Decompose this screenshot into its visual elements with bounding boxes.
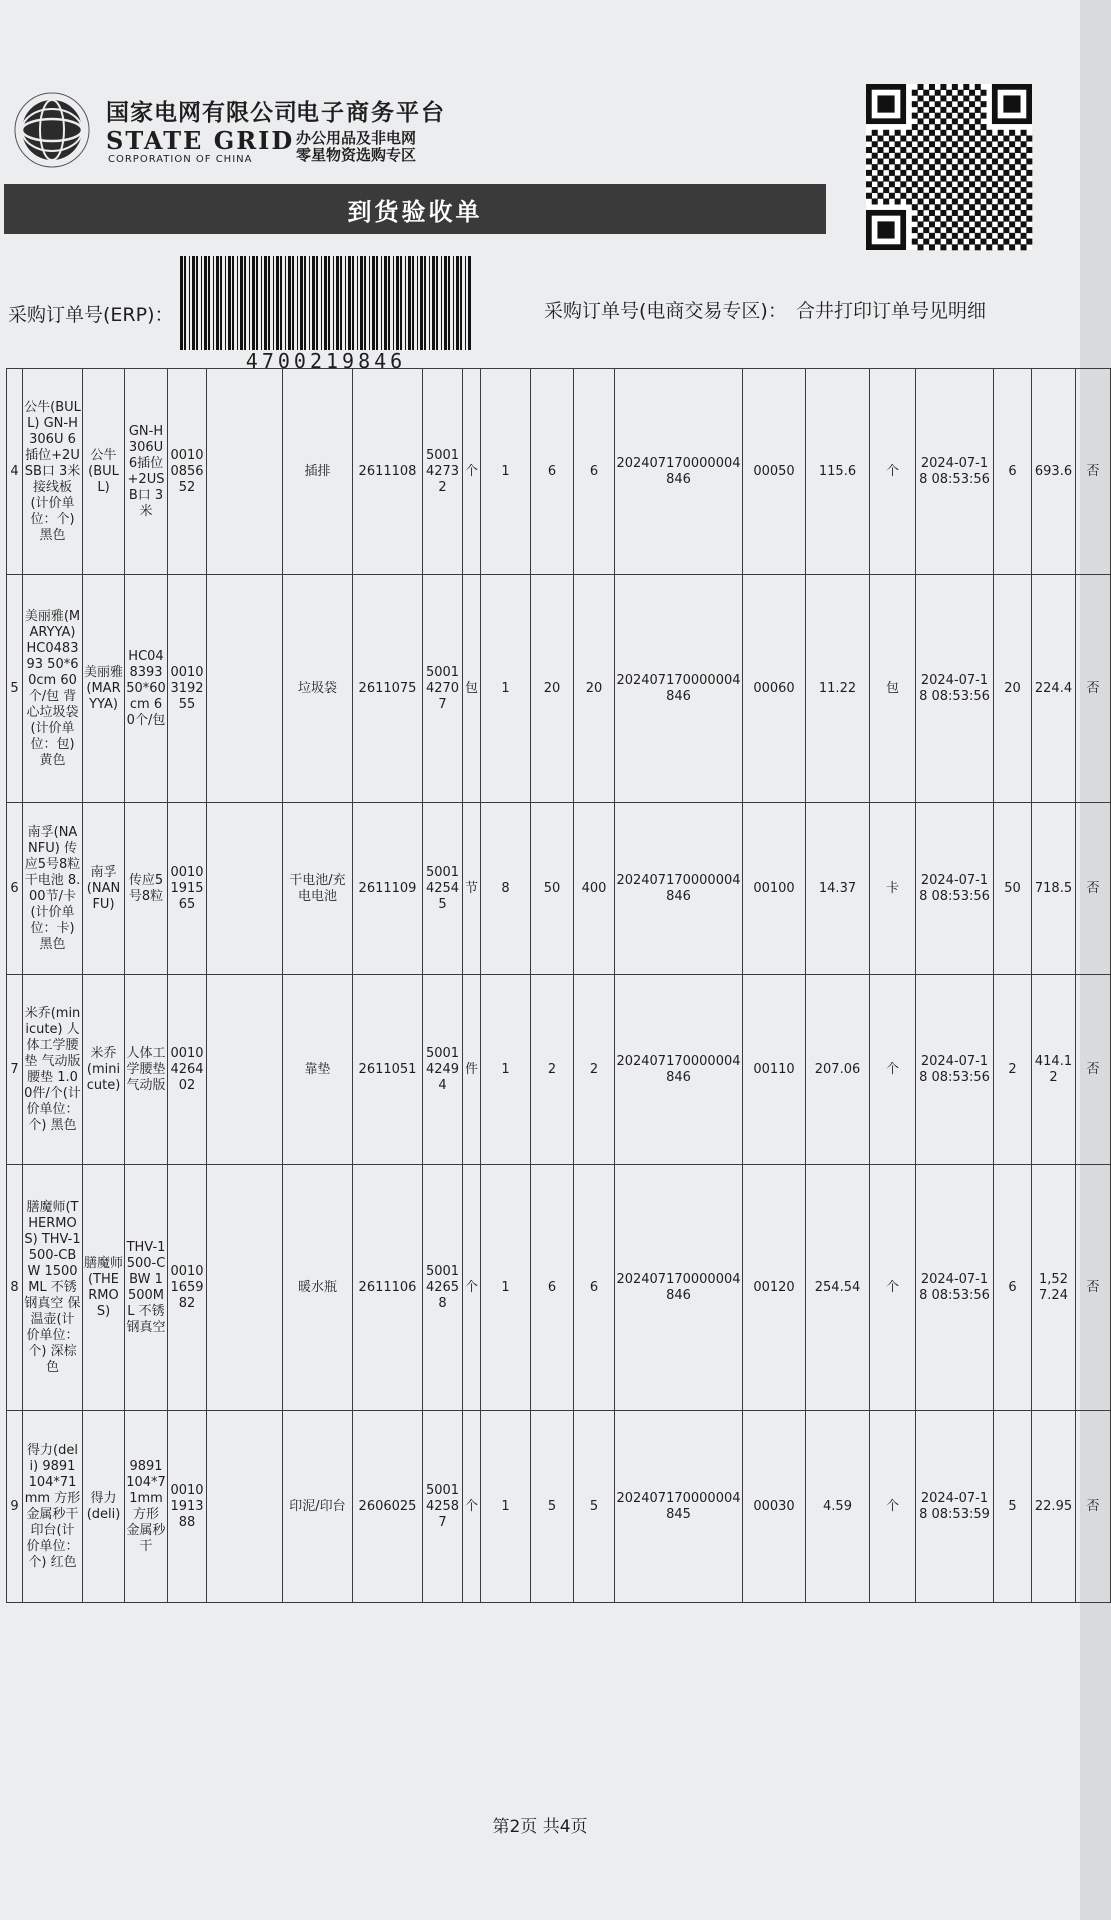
cell-datetime: 2024-07-18 08:53:59 [916, 1411, 994, 1603]
cell-pack: 1 [481, 575, 531, 803]
cell-price: 11.22 [806, 575, 870, 803]
cell-no: 6 [7, 803, 23, 975]
cell-qty-c: 2 [994, 975, 1032, 1165]
cell-pack: 1 [481, 1165, 531, 1411]
table-row [7, 1165, 1111, 1411]
cell-flag: 否 [1076, 575, 1111, 803]
cell-code: 0010191565 [168, 803, 207, 975]
qr-code-icon [866, 84, 1032, 250]
cell-pack: 8 [481, 803, 531, 975]
barcode-number: 4700219846 [245, 349, 407, 373]
cell-line-no: 00050 [743, 369, 806, 575]
cell-datetime: 2024-07-18 08:53:56 [916, 575, 994, 803]
cell-name: 公牛(BULL) GN-H306U 6插位+2USB口 3米接线板(计价单位：个) 黑色 [23, 369, 83, 575]
cell-unit2: 卡 [870, 803, 916, 975]
cell-blank [207, 369, 283, 575]
cell-unit2: 个 [870, 369, 916, 575]
cell-flag: 否 [1076, 1411, 1111, 1603]
company-name-cn: 国家电网有限公司 [106, 100, 298, 126]
cell-pack: 1 [481, 369, 531, 575]
cell-flag: 否 [1076, 1165, 1111, 1411]
cell-qty-a: 6 [531, 369, 574, 575]
cell-mat-code: 500142732 [423, 369, 463, 575]
cell-qty-b: 6 [574, 1165, 615, 1411]
cell-line-no: 00030 [743, 1411, 806, 1603]
cell-qty-c: 6 [994, 369, 1032, 575]
cell-qty-b: 6 [574, 369, 615, 575]
cell-unit: 件 [463, 975, 481, 1165]
cell-code: 0010426402 [168, 975, 207, 1165]
ec-order-label: 采购订单号(电商交易专区)： [544, 300, 787, 322]
cell-line-no: 00060 [743, 575, 806, 803]
cell-blank [207, 575, 283, 803]
cell-pack: 1 [481, 975, 531, 1165]
cell-order-no: 202407170000004845 [615, 1411, 743, 1603]
cell-qty-a: 50 [531, 803, 574, 975]
cell-blank [207, 975, 283, 1165]
cell-brand: 南孚(NANFU) [83, 803, 125, 975]
cell-category: 干电池/充电电池 [283, 803, 353, 975]
cell-amount: 22.95 [1032, 1411, 1076, 1603]
cell-name: 得力(deli) 9891 104*71mm 方形 金属秒干 印台(计价单位：个) 红色 [23, 1411, 83, 1603]
cell-qty-a: 6 [531, 1165, 574, 1411]
cell-category: 靠垫 [283, 975, 353, 1165]
cell-price: 207.06 [806, 975, 870, 1165]
cell-spec: GN-H306U 6插位+2USB口 3米 [125, 369, 168, 575]
state-grid-globe-icon [12, 92, 94, 168]
cell-price: 115.6 [806, 369, 870, 575]
platform-subtitle-line2: 零星物资选购专区 [296, 146, 417, 164]
cell-order-no: 202407170000004846 [615, 575, 743, 803]
cell-datetime: 2024-07-18 08:53:56 [916, 975, 994, 1165]
cell-qty-b: 400 [574, 803, 615, 975]
cell-name: 南孚(NANFU) 传应5号8粒 干电池 8.00节/卡(计价单位：卡) 黑色 [23, 803, 83, 975]
cell-amount: 414.12 [1032, 975, 1076, 1165]
cell-cat-code: 2611075 [353, 575, 423, 803]
cell-no: 4 [7, 369, 23, 575]
cell-order-no: 202407170000004846 [615, 369, 743, 575]
cell-qty-b: 20 [574, 575, 615, 803]
cell-code: 0010319255 [168, 575, 207, 803]
ec-order-value: 合井打印订单号见明细 [796, 300, 987, 322]
cell-datetime: 2024-07-18 08:53:56 [916, 369, 994, 575]
cell-qty-c: 5 [994, 1411, 1032, 1603]
table-row [7, 575, 1111, 803]
cell-qty-c: 50 [994, 803, 1032, 975]
cell-line-no: 00100 [743, 803, 806, 975]
cell-cat-code: 2611109 [353, 803, 423, 975]
cell-brand: 膳魔师(THERMOS) [83, 1165, 125, 1411]
cell-flag: 否 [1076, 975, 1111, 1165]
cell-no: 9 [7, 1411, 23, 1603]
cell-amount: 224.4 [1032, 575, 1076, 803]
cell-blank [207, 803, 283, 975]
cell-unit: 包 [463, 575, 481, 803]
cell-no: 8 [7, 1165, 23, 1411]
cell-name: 膳魔师(THERMOS) THV-1500-CBW 1500ML 不锈钢真空 保温壶(计价单位：个) 深棕色 [23, 1165, 83, 1411]
cell-amount: 693.6 [1032, 369, 1076, 575]
cell-order-no: 202407170000004846 [615, 975, 743, 1165]
cell-no: 5 [7, 575, 23, 803]
company-name-en-sub: CORPORATION OF CHINA [108, 154, 253, 165]
state-grid-logo [12, 92, 446, 168]
cell-unit2: 个 [870, 1411, 916, 1603]
cell-blank [207, 1165, 283, 1411]
cell-flag: 否 [1076, 369, 1111, 575]
cell-spec: 传应5号8粒 [125, 803, 168, 975]
acceptance-table [6, 368, 1111, 1603]
cell-spec: THV-1500-CBW 1500ML 不锈钢真空 [125, 1165, 168, 1411]
cell-qty-a: 2 [531, 975, 574, 1165]
cell-brand: 米乔(minicute) [83, 975, 125, 1165]
cell-category: 垃圾袋 [283, 575, 353, 803]
page-number: 第2页 共4页 [492, 1817, 588, 1837]
cell-unit2: 个 [870, 975, 916, 1165]
cell-brand: 公牛(BULL) [83, 369, 125, 575]
cell-brand: 美丽雅(MARYYA) [83, 575, 125, 803]
table-row [7, 803, 1111, 975]
cell-name: 米乔(minicute) 人体工学腰垫 气动版 腰垫 1.00件/个(计价单位：个) 黑色 [23, 975, 83, 1165]
cell-qty-a: 20 [531, 575, 574, 803]
cell-category: 插排 [283, 369, 353, 575]
cell-amount: 1,527.24 [1032, 1165, 1076, 1411]
cell-spec: HC048393 50*60cm 60个/包 [125, 575, 168, 803]
cell-line-no: 00120 [743, 1165, 806, 1411]
cell-unit2: 包 [870, 575, 916, 803]
cell-unit: 节 [463, 803, 481, 975]
cell-order-no: 202407170000004846 [615, 803, 743, 975]
document-title: 到货验收单 [4, 184, 826, 234]
cell-line-no: 00110 [743, 975, 806, 1165]
cell-cat-code: 2611108 [353, 369, 423, 575]
cell-qty-b: 5 [574, 1411, 615, 1603]
company-name-en: STATE GRID [106, 126, 295, 155]
cell-qty-c: 20 [994, 575, 1032, 803]
barcode-icon [178, 256, 474, 350]
cell-no: 7 [7, 975, 23, 1165]
cell-amount: 718.5 [1032, 803, 1076, 975]
cell-qty-b: 2 [574, 975, 615, 1165]
cell-qty-c: 6 [994, 1165, 1032, 1411]
cell-blank [207, 1411, 283, 1603]
cell-cat-code: 2611106 [353, 1165, 423, 1411]
platform-subtitle [296, 130, 416, 164]
cell-datetime: 2024-07-18 08:53:56 [916, 803, 994, 975]
cell-price: 14.37 [806, 803, 870, 975]
cell-cat-code: 2611051 [353, 975, 423, 1165]
erp-order-label: 采购订单号(ERP)： [8, 304, 174, 326]
cell-unit: 个 [463, 1411, 481, 1603]
cell-mat-code: 500142587 [423, 1411, 463, 1603]
platform-title: 电子商务平台 [296, 100, 446, 126]
cell-unit: 个 [463, 1165, 481, 1411]
cell-price: 254.54 [806, 1165, 870, 1411]
cell-pack: 1 [481, 1411, 531, 1603]
cell-name: 美丽雅(MARYYA) HC048393 50*60cm 60个/包 背心垃圾袋(计价单位：包) 黄色 [23, 575, 83, 803]
cell-order-no: 202407170000004846 [615, 1165, 743, 1411]
cell-unit: 个 [463, 369, 481, 575]
cell-code: 0010191388 [168, 1411, 207, 1603]
cell-spec: 9891 104*71mm 方形 金属秒干 [125, 1411, 168, 1603]
cell-flag: 否 [1076, 803, 1111, 975]
table-row [7, 369, 1111, 575]
cell-mat-code: 500142707 [423, 575, 463, 803]
cell-category: 暖水瓶 [283, 1165, 353, 1411]
cell-datetime: 2024-07-18 08:53:56 [916, 1165, 994, 1411]
table-row [7, 975, 1111, 1165]
cell-mat-code: 500142545 [423, 803, 463, 975]
platform-subtitle-line1: 办公用品及非电网 [296, 129, 417, 147]
cell-mat-code: 500142494 [423, 975, 463, 1165]
cell-code: 0010165982 [168, 1165, 207, 1411]
table-row [7, 1411, 1111, 1603]
cell-mat-code: 500142658 [423, 1165, 463, 1411]
cell-brand: 得力(deli) [83, 1411, 125, 1603]
cell-qty-a: 5 [531, 1411, 574, 1603]
cell-spec: 人体工学腰垫 气动版 [125, 975, 168, 1165]
cell-cat-code: 2606025 [353, 1411, 423, 1603]
cell-price: 4.59 [806, 1411, 870, 1603]
cell-category: 印泥/印台 [283, 1411, 353, 1603]
cell-unit2: 个 [870, 1165, 916, 1411]
cell-code: 0010085652 [168, 369, 207, 575]
